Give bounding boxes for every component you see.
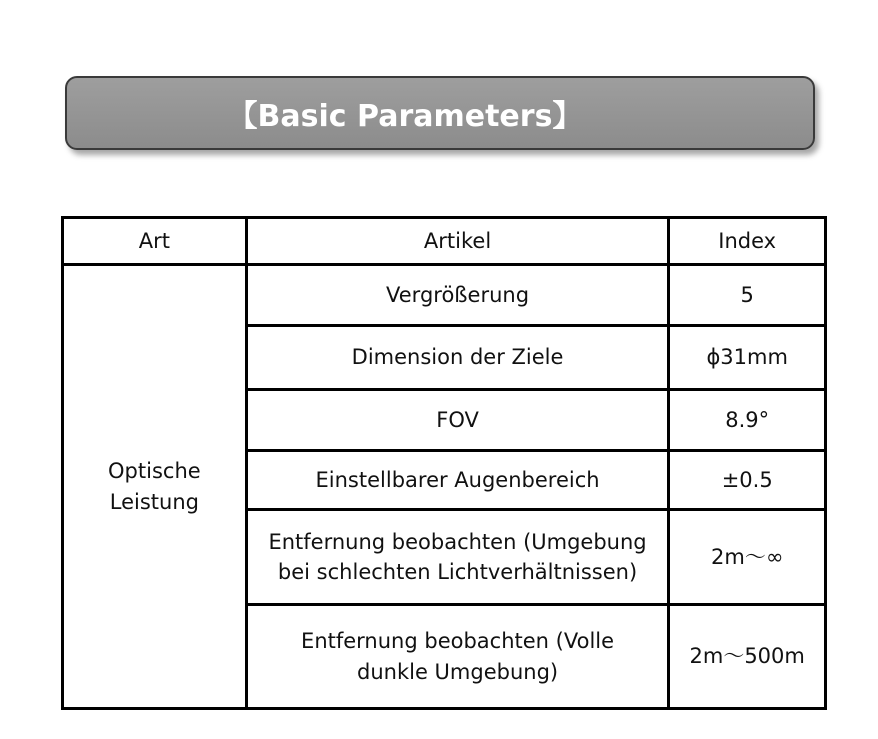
header-art: Art [63, 218, 247, 265]
index-cell: ±0.5 [669, 451, 826, 509]
index-cell: 2m～500m [669, 605, 826, 709]
index-cell: 8.9° [669, 390, 826, 451]
artikel-cell: FOV [246, 390, 669, 451]
artikel-cell: Einstellbarer Augenbereich [246, 451, 669, 509]
table-row [63, 265, 826, 325]
table-header-row [63, 218, 826, 265]
index-cell: 2m～∞ [669, 509, 826, 605]
index-cell: ϕ31mm [669, 325, 826, 389]
group-cell-optische-leistung: Optische Leistung [63, 265, 247, 709]
artikel-cell: Dimension der Ziele [246, 325, 669, 389]
artikel-cell: Vergrößerung [246, 265, 669, 325]
index-cell: 5 [669, 265, 826, 325]
header-artikel: Artikel [246, 218, 669, 265]
banner-title: 【Basic Parameters】 [227, 99, 583, 134]
artikel-cell: Entfernung beobachten (Volle dunkle Umgebung) [246, 605, 669, 709]
artikel-cell: Entfernung beobachten (Umgebung bei schlechten Lichtverhältnissen) [246, 509, 669, 605]
header-index: Index [669, 218, 826, 265]
section-banner [65, 76, 815, 150]
parameters-table [61, 216, 827, 710]
